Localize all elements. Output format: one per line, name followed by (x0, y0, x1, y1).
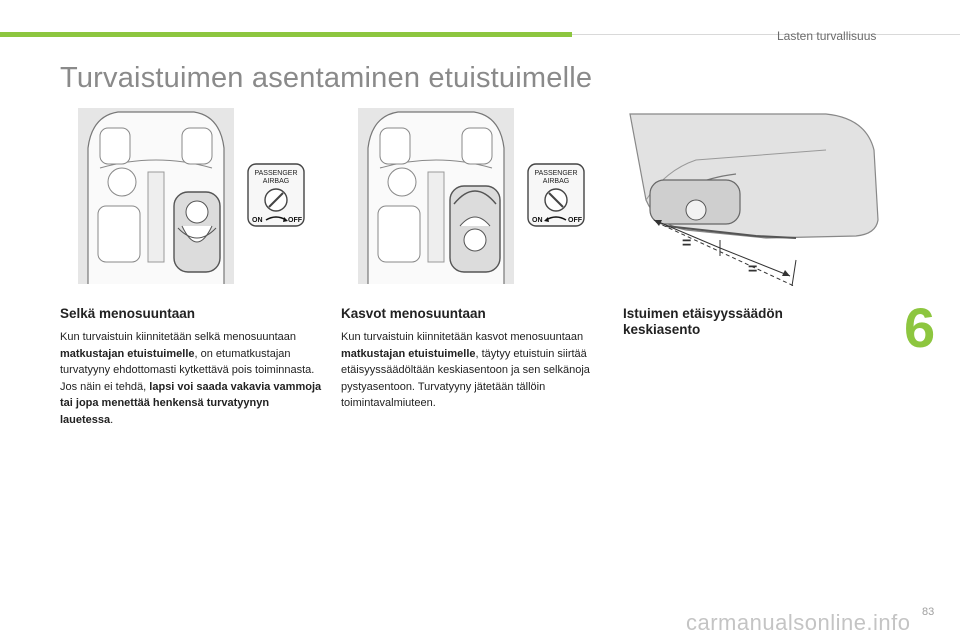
forward-facing-seat-illustration (358, 108, 590, 284)
header-divider (572, 34, 960, 35)
airbag-on-label: ON (252, 217, 263, 224)
seat-rail-diagram (626, 110, 880, 286)
equal-mark: = (748, 261, 758, 278)
green-header-bar (0, 32, 572, 37)
body-bold-warning: lapsi voi saada vakavia vammoja tai jopa menettää henkensä turvatyynyn lauetessa (60, 380, 322, 426)
rear-facing-seat-illustration (78, 108, 310, 284)
airbag-switch-label-top: PASSENGER (534, 170, 578, 177)
page-title: Turvaistuimen asentaminen etuistuimelle (60, 62, 593, 94)
airbag-on-label: ON (532, 217, 543, 224)
body-text: . (110, 413, 114, 426)
equal-mark: = (682, 235, 692, 252)
car-topview-forward-facing (358, 108, 590, 284)
body-text: Kun turvaistuin kiinnitetään kasvot menosuuntaan (341, 331, 584, 343)
seat-adjustment-illustration (626, 110, 880, 286)
body-forward-facing (341, 329, 609, 412)
heading-seat-middle-position: Istuimen etäisyyssäädön keskiasento (623, 306, 783, 337)
airbag-off-label: OFF (568, 217, 582, 224)
body-bold: matkustajan etuistuimelle (341, 347, 476, 360)
heading-forward-facing: Kasvot menosuuntaan (341, 306, 486, 321)
airbag-switch-label-bottom: AIRBAG (262, 178, 290, 185)
airbag-switch-label-bottom: AIRBAG (542, 178, 570, 185)
airbag-off-label: OFF (288, 217, 302, 224)
body-rear-facing (60, 329, 322, 428)
car-topview-rear-facing (78, 108, 310, 284)
body-text: Kun turvaistuin kiinnitetään selkä menosuuntaan (60, 331, 297, 343)
body-text: , on etumatkustajan turvatyyny ehdottomasti kytkettävä pois toiminnasta. Jos näin ei tehdä, (60, 347, 315, 393)
body-text: , täytyy etuistuin siirtää etäisyyssäädöltään keskiasentoon ja sen selkänoja pystyasentoon. Turvatyyny jätetään tällöin toimintavalmiuteen. (341, 347, 590, 409)
page-number: 83 (922, 606, 935, 618)
body-bold: matkustajan etuistuimelle (60, 347, 195, 360)
airbag-switch-label-top: PASSENGER (254, 170, 298, 177)
section-label: Lasten turvallisuus (777, 29, 877, 43)
heading-rear-facing: Selkä menosuuntaan (60, 306, 196, 321)
chapter-number: 6 (904, 296, 936, 359)
watermark: carmanualsonline.info (686, 610, 911, 635)
